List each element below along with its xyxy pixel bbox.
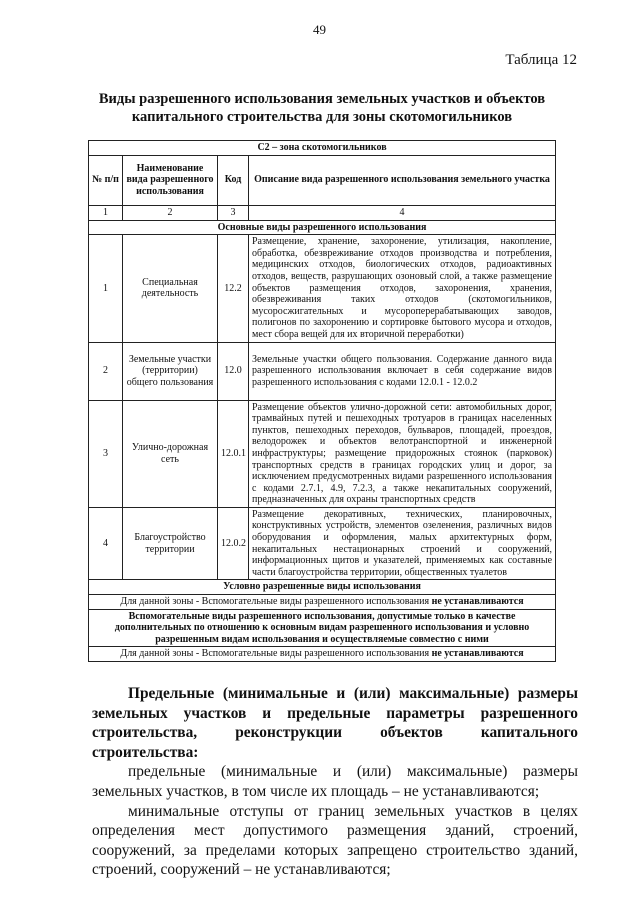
row-code: 12.0: [218, 342, 249, 400]
table-row: [89, 400, 556, 507]
row-code: 12.2: [218, 235, 249, 342]
parameters-heading: Предельные (минимальные и (или) максимальные) размеры земельных участков и предельные параметры разрешенного строительства, реконструкции объектов капитального строительства:: [92, 685, 578, 761]
table-row: [89, 507, 556, 580]
auxiliary-uses-section: Вспомогательные виды разрешенного использования, допустимые только в качестве дополнительных по отношению к основным видам разрешенного использования и условно разрешенным видам использования и осуществляемые совместно с ними: [89, 609, 556, 647]
row-description: Размещение объектов улично-дорожной сети: автомобильных дорог, трамвайных путей и пешеходных тротуаров в границах населенных пунктов, пешеходных переходов, бульваров, площадей, проездов, велодорожек и объектов велотранспортной и инженерной инфраструктуры; размещение придорожных стоянок (парковок) транспортных средств в границах городских улиц и дорог, за исключением предусмотренных видами разрешенного использования с кодами 2.7.1, 4.9, 7.2.3, а также некапитальных сооружений, предназначенных для охраны транспортных средств: [249, 400, 556, 507]
table-row: [89, 342, 556, 400]
row-number: 3: [89, 400, 123, 507]
land-use-table: [88, 140, 556, 662]
auxiliary-uses-note: [89, 647, 556, 662]
row-description: Размещение, хранение, захоронение, утилизация, накопление, обработка, обезвреживание отходов производства и потребления, медицинских отходов, биологических отходов, радиоактивных отходов, веществ, разрушающих озоновый слой, а также размещение объектов размещения отходов, захоронения, хранения, обезвреживания таких отходов (скотомогильников, мусоросжигательных и мусороперерабатывающих заводов, полигонов по захоронению и сортировке бытового мусора и отходов, мест сбора вещей для их вторичной переработки): [249, 235, 556, 342]
row-name: Земельные участки (территории) общего пользования: [123, 342, 218, 400]
col-header-number: № п/п: [89, 155, 123, 205]
paragraph-plot-sizes: предельные (минимальные и (или) максимальные) размеры земельных участков, в том числе их площадь – не устанавливаются;: [92, 763, 578, 800]
row-number: 1: [89, 235, 123, 342]
main-uses-section: Основные виды разрешенного использования: [89, 220, 556, 235]
table-label: Таблица 12: [505, 52, 577, 68]
paragraph-setbacks: минимальные отступы от границ земельных участков в целях определения мест допустимого размещения зданий, строений, сооружений, за пределами которых запрещено строительство зданий, строений, сооружений – не устанавливаются;: [92, 802, 578, 879]
body-text: [92, 684, 578, 880]
col-number: 3: [218, 205, 249, 220]
row-code: 12.0.1: [218, 400, 249, 507]
row-number: 2: [89, 342, 123, 400]
note-status: не устанавливаются: [431, 648, 524, 660]
col-number: 1: [89, 205, 123, 220]
col-header-code: Код: [218, 155, 249, 205]
table-row: [89, 235, 556, 342]
zone-header: С2 – зона скотомогильников: [89, 141, 556, 156]
row-name: Специальная деятельность: [123, 235, 218, 342]
col-header-name: Наименование вида разрешенного использования: [123, 155, 218, 205]
note-text: Для данной зоны - Вспомогательные виды разрешенного использования: [120, 596, 432, 608]
conditional-uses-section: Условно разрешенные виды использования: [89, 580, 556, 595]
col-header-description: Описание вида разрешенного использования земельного участка: [249, 155, 556, 205]
row-name: Улично-дорожная сеть: [123, 400, 218, 507]
document-title: Виды разрешенного использования земельных участков и объектов капитального строительства для зоны скотомогильников: [98, 91, 546, 125]
row-code: 12.0.2: [218, 507, 249, 580]
row-description: Земельные участки общего пользования. Содержание данного вида разрешенного использования включает в себя содержание видов разрешенного использования с кодами 12.0.1 - 12.0.2: [249, 342, 556, 400]
col-number: 4: [249, 205, 556, 220]
note-status: не устанавливаются: [431, 596, 524, 608]
col-number: 2: [123, 205, 218, 220]
row-name: Благоустройство территории: [123, 507, 218, 580]
note-text: Для данной зоны - Вспомогательные виды разрешенного использования: [120, 648, 432, 660]
conditional-uses-note: [89, 595, 556, 610]
row-description: Размещение декоративных, технических, планировочных, конструктивных устройств, элементов озеленения, различных видов оборудования и оформления, малых архитектурных форм, некапитальных нестационарных строений и сооружений, информационных щитов и указателей, применяемых как составные части благоустройства территории, общественных туалетов: [249, 507, 556, 580]
page-number: 49: [313, 22, 326, 37]
row-number: 4: [89, 507, 123, 580]
